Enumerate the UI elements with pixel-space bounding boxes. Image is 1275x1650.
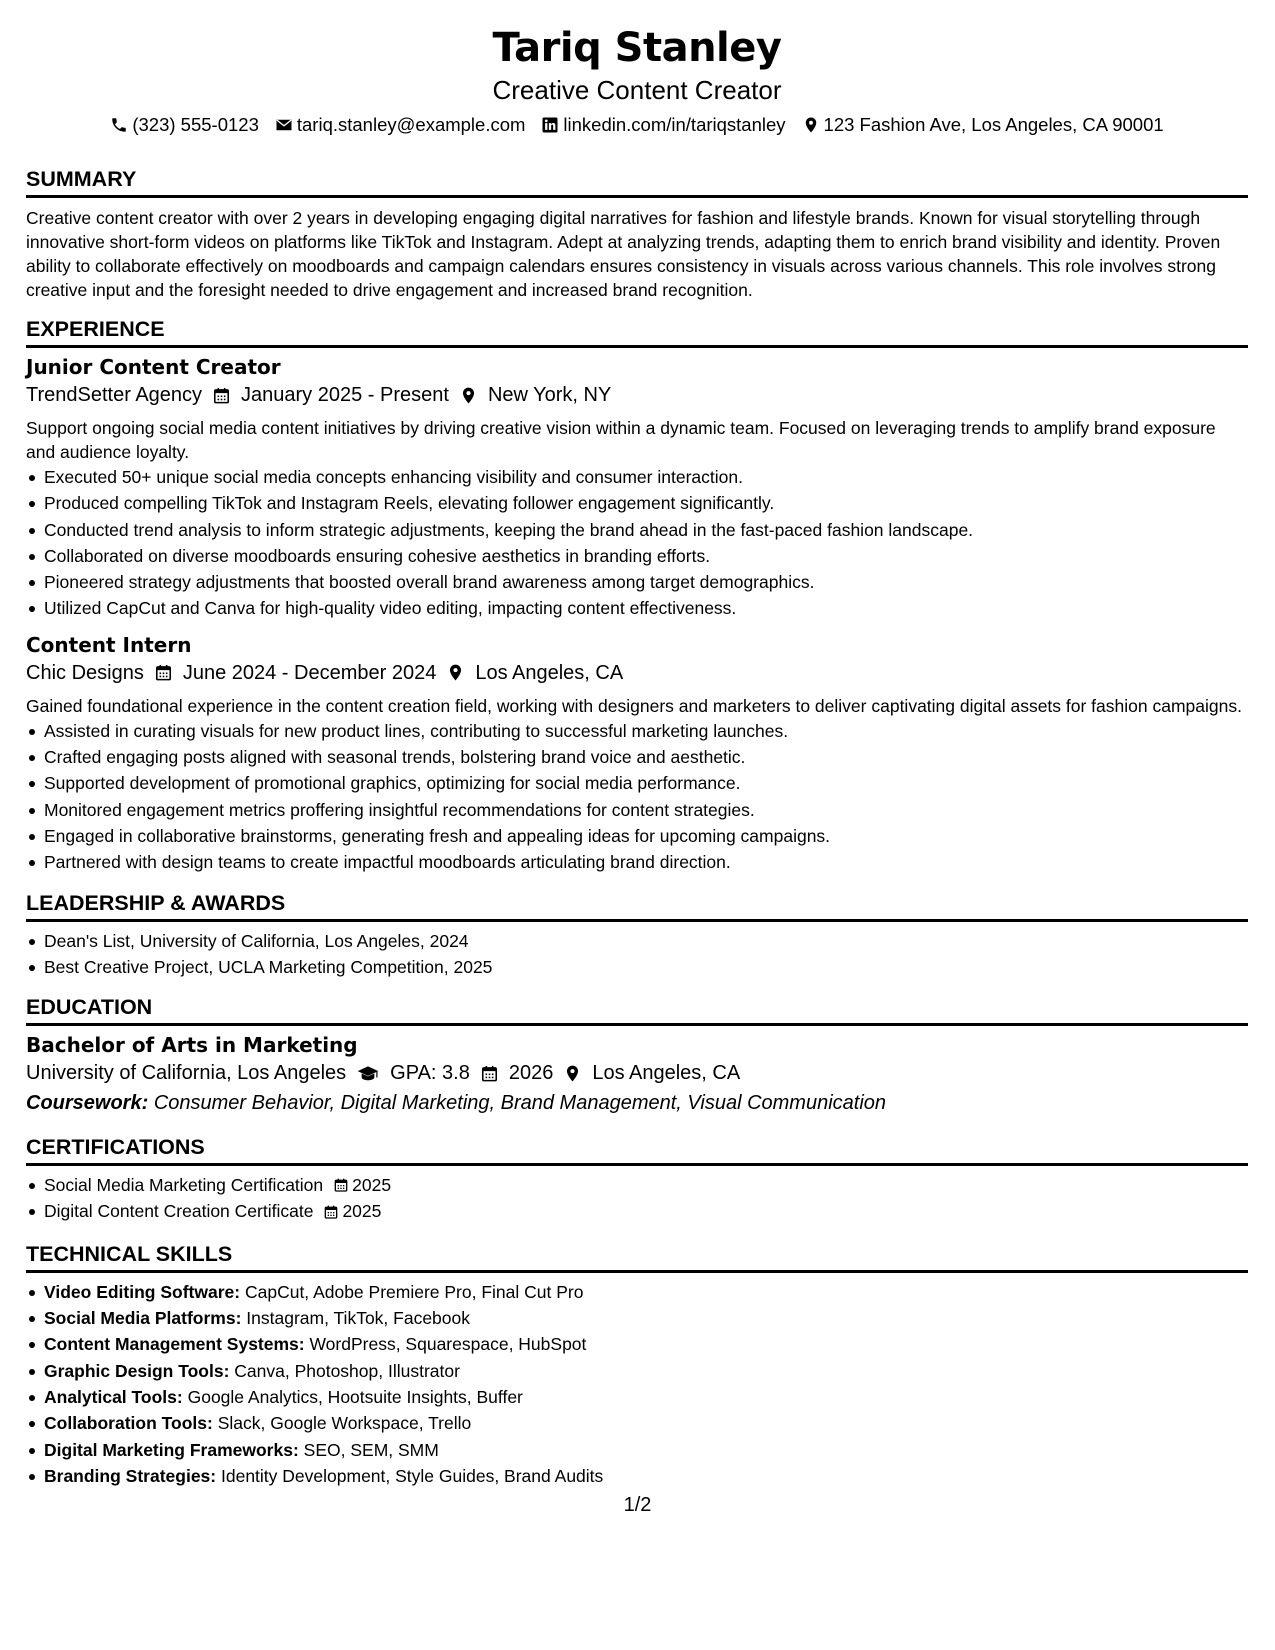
job-meta [26,380,1248,410]
map-pin-icon [563,1064,582,1083]
list-item [44,1358,1248,1384]
coursework-label: Coursework: [26,1092,149,1115]
job-location-text: Los Angeles, CA [475,661,624,684]
list-item [44,1437,1248,1463]
skill-label: Content Management Systems: [44,1334,305,1355]
list-item: Utilized CapCut and Canva for high-quality video editing, impacting content effectiveness. [44,595,1248,621]
job-company: TrendSetter Agency [26,384,203,406]
envelope-icon [275,116,293,134]
list-item: Executed 50+ unique social media concepts enhancing visibility and consumer interaction. [44,464,1248,490]
list-item [44,1198,1248,1224]
list-item: Supported development of promotional graphics, optimizing for social media performance. [44,770,1248,796]
skill-value: Google Analytics, Hootsuite Insights, Buffer [187,1386,523,1407]
education-location-text: Los Angeles, CA [592,1062,741,1085]
skills-list [26,1279,1248,1489]
candidate-name: Tariq Stanley [492,25,782,71]
calendar-icon [154,663,173,682]
summary-text: Creative content creator with over 2 years in developing engaging digital narratives for fashion and lifestyle brands. Known for visual storytelling through innovative short-form videos on platforms like TikTok and Instagram. Adept at analyzing trends, adapting them to enrich brand visibility and identity. Proven ability to collaborate effectively on moodboards and campaign calendars ensures consistency in visuals across various channels. This role involves strong creative input and the foresight needed to drive engagement and increased brand recognition. [26,208,1221,300]
skill-label: Graphic Design Tools: [44,1360,230,1381]
certification-entry [44,1198,381,1224]
list-item: Assisted in curating visuals for new product lines, contributing to successful marketing launches. [44,718,1248,744]
list-item: Pioneered strategy adjustments that boosted overall brand awareness among target demographics. [44,569,1248,595]
awards-list [26,928,1248,981]
email-text[interactable]: tariq.stanley@example.com [296,114,526,135]
skill-value: SEO, SEM, SMM [303,1439,439,1460]
job-meta [26,658,1248,688]
phone-text: (323) 555-0123 [132,114,259,135]
job-title: Junior Content Creator [26,355,281,379]
job-dates [212,380,449,410]
calendar-icon [212,386,231,405]
job-entry [26,354,1248,622]
job-location-text: New York, NY [487,384,612,406]
resume-header [26,22,1248,138]
map-pin-icon [459,386,478,405]
map-pin-icon [802,116,820,134]
list-item: Monitored engagement metrics proffering insightful recommendations for content strategies. [44,797,1248,823]
list-item: Crafted engaging posts aligned with seasonal trends, bolstering brand voice and aesthetic. [44,744,1248,770]
skill-label: Digital Marketing Frameworks: [44,1439,299,1460]
skill-value: Identity Development, Style Guides, Brand Audits [221,1465,604,1486]
skill-label: Social Media Platforms: [44,1308,242,1329]
job-description: Gained foundational experience in the content creation field, working with designers and marketers to deliver captivating digital assets for fashion campaigns. [26,695,1242,716]
skills-section [26,1241,1248,1489]
section-heading: EDUCATION [26,994,1248,1026]
contact-email[interactable] [275,112,526,138]
section-heading: TECHNICAL SKILLS [26,1241,1248,1273]
list-item: Produced compelling TikTok and Instagram Reels, elevating follower engagement significantly. [44,490,1248,516]
phone-icon [110,116,128,134]
list-item [44,1463,1248,1489]
job-description: Support ongoing social media content initiatives by driving creative vision within a dynamic team. Focused on leveraging trends to amplify brand exposure and audience loyalty. [26,418,1216,462]
list-item: Conducted trend analysis to inform strategic adjustments, keeping the brand ahead in the fast-paced fashion landscape. [44,517,1248,543]
education-meta [26,1058,1248,1088]
certification-date [323,1198,381,1224]
skill-label: Analytical Tools: [44,1386,183,1407]
list-item [44,1331,1248,1357]
section-heading: CERTIFICATIONS [26,1134,1248,1166]
education-location [563,1058,740,1088]
skill-value: Instagram, TikTok, Facebook [246,1308,471,1329]
coursework-line [26,1088,1248,1118]
linkedin-text[interactable]: linkedin.com/in/tariqstanley [563,114,786,135]
calendar-icon [323,1204,339,1220]
certification-date [333,1172,391,1198]
section-heading: EXPERIENCE [26,316,1248,348]
list-item: Collaborated on diverse moodboards ensuring cohesive aesthetics in branding efforts. [44,543,1248,569]
list-item: Partnered with design teams to create impactful moodboards articulating brand direction. [44,849,1248,875]
list-item: Best Creative Project, UCLA Marketing Competition, 2025 [44,954,1248,980]
contact-phone [110,112,259,138]
certification-year: 2025 [352,1175,392,1196]
list-item [44,1172,1248,1198]
map-pin-icon [446,663,465,682]
gpa-text: GPA: 3.8 [390,1062,470,1085]
certifications-list [26,1172,1248,1225]
skill-label: Branding Strategies: [44,1465,217,1486]
education-section [26,994,1248,1118]
degree-title: Bachelor of Arts in Marketing [26,1033,358,1058]
calendar-icon [333,1177,349,1193]
skill-value: Canva, Photoshop, Illustrator [234,1360,460,1381]
certifications-section [26,1134,1248,1225]
education-gpa [356,1058,470,1088]
year-text: 2026 [508,1062,554,1085]
certification-name: Digital Content Creation Certificate [44,1201,314,1222]
section-heading: LEADERSHIP & AWARDS [26,890,1248,922]
job-company: Chic Designs [26,661,144,684]
skill-value: Slack, Google Workspace, Trello [217,1413,472,1434]
list-item: Dean's List, University of California, Los Angeles, 2024 [44,928,1248,954]
list-item [44,1305,1248,1331]
contact-linkedin[interactable] [541,112,785,138]
certification-year: 2025 [342,1201,382,1222]
summary-section [26,166,1248,302]
list-item: Engaged in collaborative brainstorms, generating fresh and appealing ideas for upcoming campaigns. [44,823,1248,849]
job-dates-text: June 2024 - December 2024 [182,661,437,684]
job-dates [154,658,437,688]
graduation-cap-icon [356,1064,380,1083]
list-item [44,1279,1248,1305]
calendar-icon [480,1064,499,1083]
list-item [44,1410,1248,1436]
contact-line [26,112,1248,138]
skill-value: WordPress, Squarespace, HubSpot [309,1334,587,1355]
page-number: 1/2 [623,1494,652,1516]
job-title: Content Intern [26,632,192,657]
skill-label: Collaboration Tools: [44,1413,213,1434]
skill-value: CapCut, Adobe Premiere Pro, Final Cut Pro [244,1281,584,1302]
address-text: 123 Fashion Ave, Los Angeles, CA 90001 [823,114,1164,135]
awards-section [26,890,1248,981]
job-entry [26,632,1248,876]
contact-address [802,112,1164,138]
candidate-title: Creative Content Creator [492,75,782,105]
section-heading: SUMMARY [26,166,1248,198]
certification-name: Social Media Marketing Certification [44,1175,324,1196]
skill-label: Video Editing Software: [44,1281,241,1302]
job-bullets [26,464,1248,622]
job-dates-text: January 2025 - Present [241,384,449,406]
list-item [44,1384,1248,1410]
school-name: University of California, Los Angeles [26,1062,347,1085]
coursework-text: Consumer Behavior, Digital Marketing, Brand Management, Visual Communication [153,1092,887,1115]
job-location [459,380,611,410]
certification-entry [44,1172,391,1198]
job-location [446,658,623,688]
education-year [480,1058,554,1088]
resume-page [26,22,1248,1489]
linkedin-icon [541,116,559,134]
experience-section [26,316,1248,876]
job-bullets [26,718,1248,876]
